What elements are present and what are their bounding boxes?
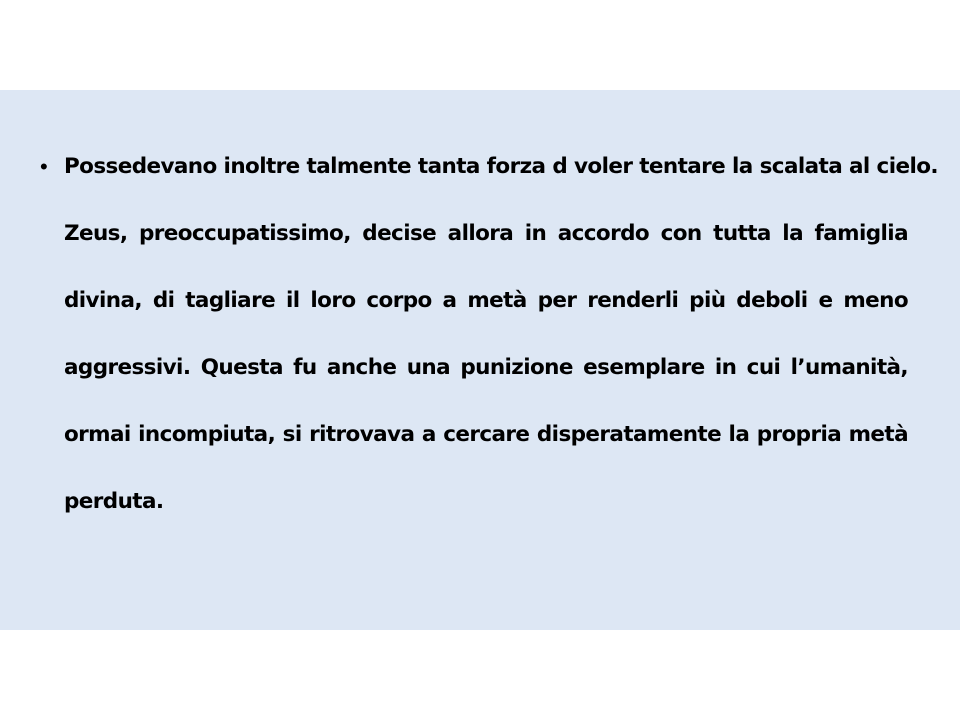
paragraph-text <box>64 146 938 548</box>
paragraph-line-5: ormai incompiuta, si ritrovava a cercare disperatamente la propria metà <box>64 422 908 447</box>
paragraph-line-2: Zeus, preoccupatissimo, decise allora in accordo con tutta la famiglia <box>64 221 908 246</box>
bullet-paragraph <box>40 146 938 548</box>
bullet-icon: • <box>40 154 48 179</box>
paragraph-line-4: aggressivi. Questa fu anche una punizione esemplare in cui l’umanità, <box>64 355 908 380</box>
paragraph-line-1: Possedevano inoltre talmente tanta forza d voler tentare la scalata al cielo. <box>64 154 938 179</box>
paragraph-line-6: perduta. <box>64 489 164 514</box>
paragraph-line-3: divina, di tagliare il loro corpo a metà per renderli più deboli e meno <box>64 288 908 313</box>
